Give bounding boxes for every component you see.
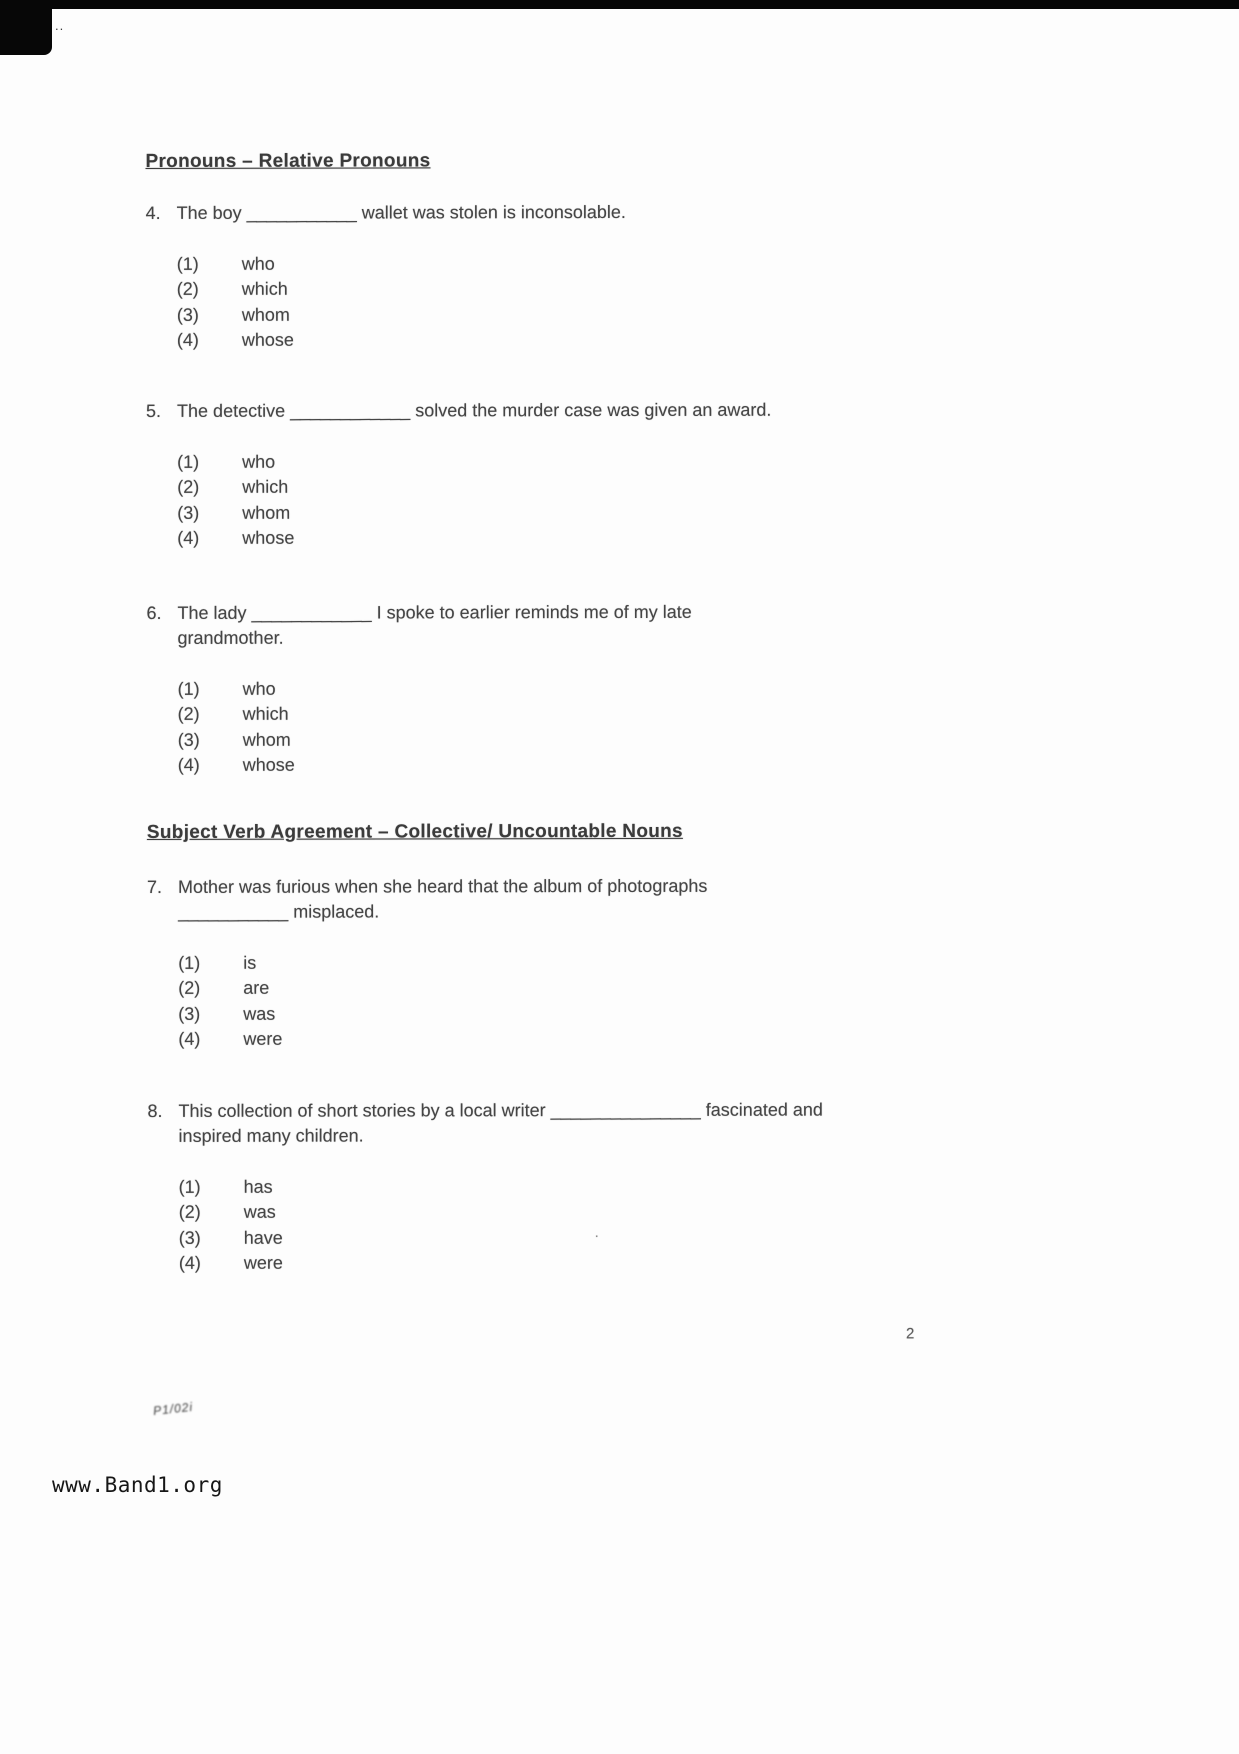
option-row [178, 727, 692, 753]
question-text-line1: The boy ___________ wallet was stolen is inconsolable. [176, 201, 626, 223]
question-8 [147, 1098, 823, 1277]
option-label: which [242, 704, 289, 725]
option-row [177, 251, 626, 277]
option-label: which [241, 279, 288, 300]
question-number: 6. [146, 602, 162, 623]
option-label: was [243, 1202, 276, 1223]
option-number: (1) [176, 253, 199, 274]
option-number: (1) [178, 952, 201, 973]
option-label: is [243, 952, 257, 973]
option-row [179, 1250, 823, 1277]
question-text-line1: The lady ____________ I spoke to earlier reminds me of my late [177, 601, 692, 623]
option-row [178, 950, 707, 976]
option-row [179, 1174, 823, 1201]
option-number: (3) [176, 304, 199, 325]
option-label: was [243, 1003, 276, 1024]
option-label: whose [242, 754, 295, 775]
option-row [178, 1001, 707, 1027]
option-row [178, 975, 707, 1001]
option-number: (3) [178, 1003, 201, 1024]
question-5 [146, 398, 772, 552]
option-row [178, 676, 692, 702]
options-list [146, 449, 772, 552]
option-number: (1) [177, 451, 200, 472]
option-row [177, 276, 626, 302]
question-text-line1: Mother was furious when she heard that the album of photographs [177, 875, 708, 897]
scan-speck: . [594, 1224, 599, 1241]
option-label: has [243, 1176, 273, 1197]
option-number: (2) [178, 1202, 201, 1223]
option-row [178, 701, 692, 727]
option-number: (2) [177, 477, 200, 498]
option-number: (4) [176, 330, 199, 351]
option-number: (1) [177, 678, 200, 699]
option-number: (4) [178, 1029, 201, 1050]
option-row [177, 499, 771, 526]
option-row [177, 327, 626, 353]
option-row [177, 525, 771, 552]
question-number: 7. [146, 876, 163, 897]
footer-code: P1/02i [152, 1399, 194, 1419]
option-label: whom [242, 729, 291, 750]
option-number: (2) [176, 279, 199, 300]
question-7 [147, 874, 708, 1053]
option-label: who [241, 253, 275, 274]
option-row [178, 752, 692, 778]
option-row [179, 1224, 823, 1251]
question-text-line2: ___________ misplaced. [178, 901, 380, 922]
option-number: (3) [177, 502, 200, 523]
option-row [179, 1199, 823, 1226]
option-label: were [243, 1252, 283, 1273]
option-number: (2) [177, 704, 200, 725]
options-list [147, 676, 693, 779]
option-label: were [243, 1028, 283, 1049]
question-number: 5. [146, 400, 162, 421]
option-number: (4) [177, 755, 200, 776]
question-6 [146, 600, 692, 779]
question-text-line2: grandmother. [177, 627, 284, 648]
page-number: 2 [905, 1325, 915, 1343]
options-list [148, 1174, 824, 1277]
option-label: which [242, 477, 289, 498]
question-number: 8. [147, 1100, 163, 1121]
question-text-line1: The detective ____________ solved the murder case was given an award. [177, 399, 772, 421]
option-number: (2) [178, 978, 201, 999]
option-row [177, 449, 771, 476]
watermark-band1-org: www.Band1.org [52, 1473, 223, 1497]
question-text-line2: inspired many children. [178, 1125, 364, 1146]
option-number: (1) [178, 1176, 201, 1197]
option-label: who [242, 451, 276, 472]
option-label: whose [241, 329, 294, 350]
option-number: (3) [177, 729, 200, 750]
option-label: are [243, 978, 270, 999]
option-number: (4) [178, 1253, 201, 1274]
scan-corner-marks: .. [55, 18, 65, 33]
option-label: who [242, 678, 276, 699]
question-number: 4. [145, 202, 161, 223]
option-label: whom [241, 304, 290, 325]
options-list [146, 251, 627, 354]
section-heading-relative-pronouns: Pronouns – Relative Pronouns [145, 150, 431, 172]
option-label: whose [242, 527, 295, 548]
option-row [177, 474, 771, 501]
option-label: whom [242, 502, 291, 523]
option-row [178, 1026, 707, 1052]
options-list [147, 950, 708, 1053]
option-row [177, 302, 626, 328]
option-label: have [243, 1227, 283, 1248]
section-heading-subject-verb-agreement: Subject Verb Agreement – Collective/ Uncountable Nouns [146, 820, 683, 843]
question-4 [146, 200, 627, 354]
question-text-line1: This collection of short stories by a local writer _______________ fascinated and [178, 1099, 823, 1121]
option-number: (3) [178, 1227, 201, 1248]
option-number: (4) [177, 528, 200, 549]
